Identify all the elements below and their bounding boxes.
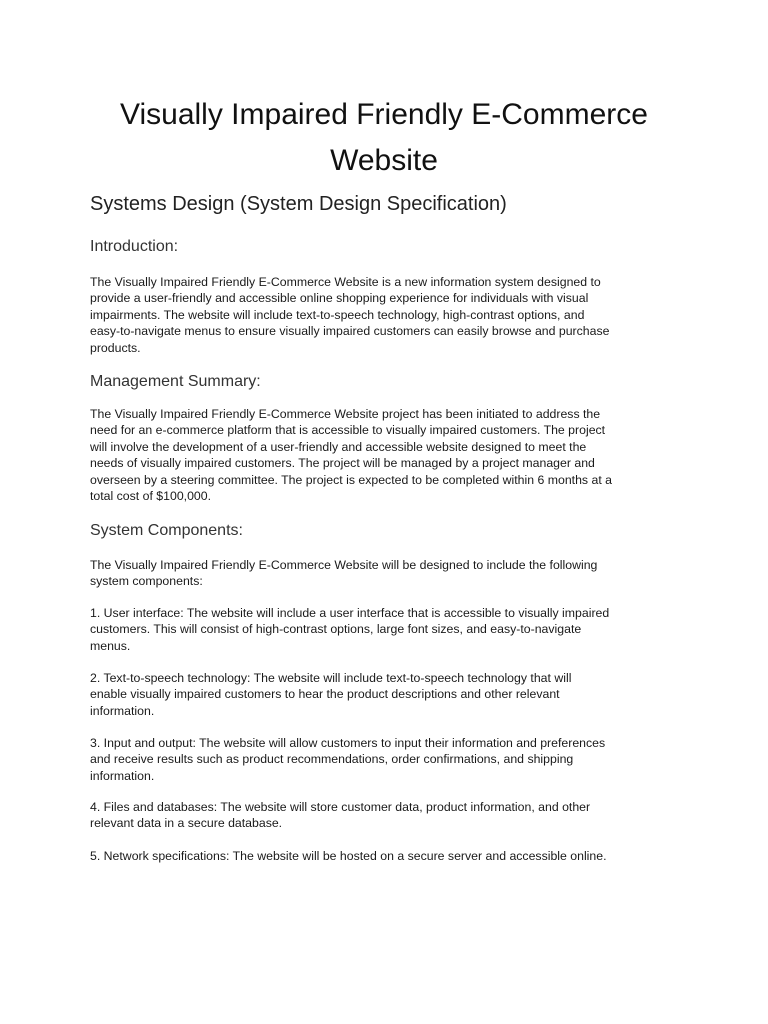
management-summary-heading: Management Summary: bbox=[90, 373, 261, 390]
paragraph-line: menus. bbox=[90, 638, 131, 653]
component-input-output bbox=[90, 735, 690, 784]
paragraph-line: 4. Files and databases: The website will store customer data, product information, and other bbox=[90, 800, 591, 814]
system-components-heading: System Components: bbox=[90, 522, 243, 539]
paragraph-line: The Visually Impaired Friendly E-Commerce Website will be designed to include the following bbox=[90, 558, 598, 572]
document-title-line-1: Visually Impaired Friendly E-Commerce bbox=[120, 98, 648, 131]
paragraph-line: impairments. The website will include text-to-speech technology, high-contrast options, and bbox=[90, 307, 585, 322]
introduction-heading: Introduction: bbox=[90, 238, 179, 255]
paragraph-line: 2. Text-to-speech technology: The website will include text-to-speech technology that will bbox=[90, 671, 572, 685]
paragraph-line: overseen by a steering committee. The project is expected to be completed within 6 months at a bbox=[90, 472, 612, 487]
document-subtitle: Systems Design (System Design Specification) bbox=[90, 193, 507, 215]
paragraph-line: 5. Network specifications: The website will be hosted on a secure server and accessible online. bbox=[90, 849, 607, 863]
paragraph-line: needs of visually impaired customers. The project will be managed by a project manager and bbox=[90, 456, 595, 471]
component-user-interface bbox=[90, 605, 690, 654]
paragraph-line: system components: bbox=[90, 574, 203, 589]
management-summary-paragraph bbox=[90, 406, 690, 504]
paragraph-line: will involve the development of a user-friendly and accessible website designed to meet the bbox=[90, 439, 587, 454]
introduction-paragraph bbox=[90, 274, 690, 356]
paragraph-line: customers. This will consist of high-contrast options, large font sizes, and easy-to-navigate bbox=[90, 622, 582, 637]
paragraph-line: relevant data in a secure database. bbox=[90, 816, 283, 831]
paragraph-line: enable visually impaired customers to hear the product descriptions and other relevant bbox=[90, 687, 560, 702]
paragraph-line: provide a user-friendly and accessible online shopping experience for individuals with visual bbox=[90, 291, 589, 306]
paragraph-line: products. bbox=[90, 340, 141, 355]
paragraph-line: easy-to-navigate menus to ensure visually impaired customers can easily browse and purchase bbox=[90, 324, 610, 339]
paragraph-line: information. bbox=[90, 703, 155, 718]
system-components-intro-paragraph bbox=[90, 557, 690, 590]
paragraph-line: and receive results such as product recommendations, order confirmations, and shipping bbox=[90, 752, 574, 767]
component-files-databases bbox=[90, 799, 690, 832]
paragraph-line: 3. Input and output: The website will allow customers to input their information and preferences bbox=[90, 736, 606, 750]
document-title-line-2: Website bbox=[330, 144, 438, 177]
paragraph-line: need for an e-commerce platform that is accessible to visually impaired customers. The project bbox=[90, 423, 606, 438]
paragraph-line: total cost of $100,000. bbox=[90, 489, 212, 504]
component-network-specifications bbox=[90, 848, 690, 864]
paragraph-line: information. bbox=[90, 768, 155, 783]
paragraph-line: The Visually Impaired Friendly E-Commerce Website project has been initiated to address the bbox=[90, 407, 601, 421]
paragraph-line: 1. User interface: The website will include a user interface that is accessible to visually impaired bbox=[90, 606, 610, 620]
component-text-to-speech bbox=[90, 670, 690, 719]
paragraph-line: The Visually Impaired Friendly E-Commerce Website is a new information system designed to bbox=[90, 275, 601, 289]
document-title bbox=[60, 92, 708, 184]
